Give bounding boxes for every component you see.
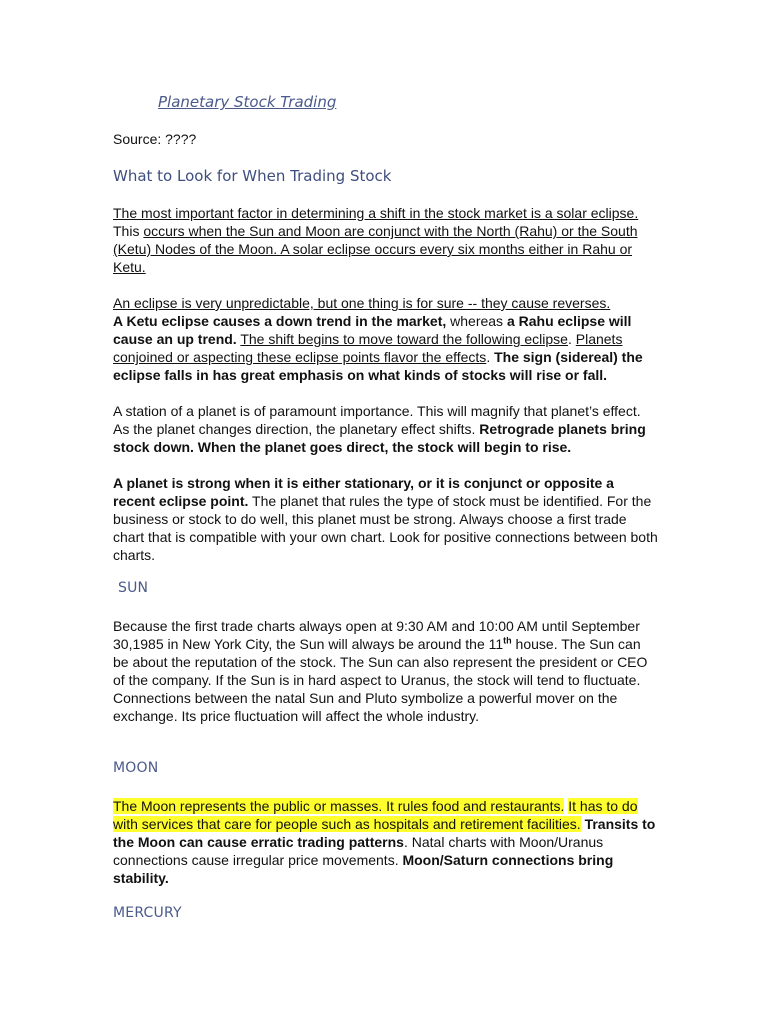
text-span: occurs when the Sun and Moon are conjunct with the North (Rahu) or the South (Ketu) Nodes of the Moon. A solar eclipse occurs every six months either in Rahu or Ketu. bbox=[113, 223, 638, 275]
text-span: The sign (sidereal) the eclipse falls in has great emphasis on what kinds of stocks will rise or fall. bbox=[113, 349, 643, 383]
text-span: Transits to the Moon can cause erratic trading patterns bbox=[113, 816, 656, 850]
paragraph-planet-strength bbox=[113, 474, 658, 564]
text-span: whereas bbox=[446, 313, 507, 329]
source-line: Source: ???? bbox=[113, 131, 197, 147]
text-span: . bbox=[486, 349, 495, 365]
text-span: A station of a planet is of paramount importance. This will magnify that planet’s effect. As the planet changes direction, the planetary effect shifts. bbox=[113, 403, 641, 437]
paragraph-solar-eclipse bbox=[113, 204, 658, 276]
text-span: A planet is strong when it is either stationary, or it is conjunct or opposite a recent eclipse point. bbox=[113, 475, 614, 509]
paragraph-planet-station bbox=[113, 402, 658, 456]
text-span: . Natal charts with Moon/Uranus connections cause irregular price movements. bbox=[113, 834, 604, 868]
text-span: A Ketu eclipse causes a down trend in the market, bbox=[113, 313, 447, 329]
paragraph-moon bbox=[113, 797, 658, 887]
highlighted-text: The Moon represents the public or masses. It rules food and restaurants. bbox=[113, 798, 565, 814]
text-span: Because the first trade charts always open at 9:30 AM and 10:00 AM until September 30,1985 in New York City, the Sun will always be around the 11 bbox=[113, 618, 640, 652]
text-span: Retrograde planets bring stock down. When the planet goes direct, the stock will begin to rise. bbox=[113, 421, 646, 455]
text-span: house. The Sun can be about the reputation of the stock. The Sun can also represent the president or CEO of the company. If the Sun is in hard aspect to Uranus, the stock will tend to fluctuate. Connections between the natal Sun and Pluto symbolize a powerful mover on the exchange. Its price fluctuation will affect the whole industry. bbox=[113, 636, 648, 724]
text-span: The planet that rules the type of stock must be identified. For the business or stock to do well, this planet must be strong. Always choose a first trade chart that is compatible with your own chart. Look for positive connections between both charts. bbox=[113, 493, 658, 563]
paragraph-eclipse-effects bbox=[113, 294, 658, 384]
text-span: The shift begins to move toward the following eclipse bbox=[240, 331, 568, 347]
mercury-heading: MERCURY bbox=[113, 905, 182, 921]
text-span: An eclipse is very unpredictable, but one thing is for sure -- they cause reverses. bbox=[113, 295, 611, 311]
sun-heading: SUN bbox=[118, 580, 149, 596]
text-span: This bbox=[113, 223, 144, 239]
moon-heading: MOON bbox=[113, 760, 159, 776]
text-span: Moon/Saturn connections bring stability. bbox=[113, 852, 614, 886]
text-span: . bbox=[567, 331, 576, 347]
paragraph-sun bbox=[113, 617, 658, 725]
highlighted-text: It has to do with services that care for people such as hospitals and retirement facilities. bbox=[113, 798, 638, 832]
document-title: Planetary Stock Trading bbox=[158, 93, 337, 111]
superscript: th bbox=[503, 635, 512, 646]
text-span: Planets conjoined or aspecting these eclipse points flavor the effects bbox=[113, 331, 623, 365]
text-span: a Rahu eclipse will cause an up trend. bbox=[113, 313, 632, 347]
section-heading: What to Look for When Trading Stock bbox=[113, 167, 392, 185]
text-span: The most important factor in determining a shift in the stock market is a solar eclipse. bbox=[113, 205, 639, 221]
